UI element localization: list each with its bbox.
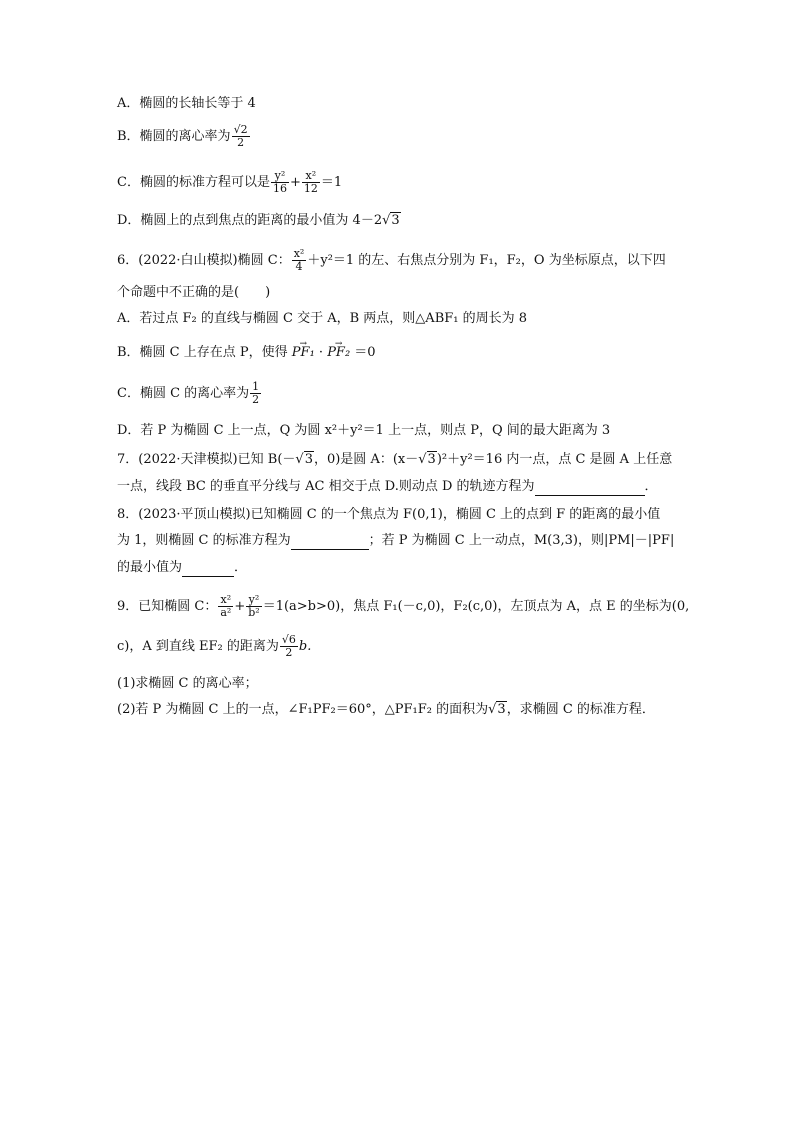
q9-stem: 9．已知椭圆 C： $\frac{\text{x²}}{\text{a²}}$ + $\frac{\text{y²}}{\text{b²}}$ ＝1(a>b>0)，焦点 F₁(－c,0)，F₂(c,0)，左顶点为 A，点 E 的坐标为(0, xyxy=(117,593,690,619)
vector-pf2: → PF₂ xyxy=(327,344,350,362)
q6-option-d: D．若 P 为椭圆 C 上一点，Q 为圆 x²＋y²＝1 上一点，则点 P，Q 间的最大距离为 3 xyxy=(117,423,611,438)
fraction: $\frac{\text{y²}}{16}$ xyxy=(272,169,287,195)
q5-option-b: B．椭圆的离心率为 $\frac{√2}{2}$ xyxy=(117,123,248,149)
q7-stem: 7．(2022·天津模拟)已知 B(－√3，0)是圆 A：(x－√3)²＋y²＝16 内一点，点 C 是圆 A 上任意 xyxy=(117,452,673,467)
fraction: $\frac{√6}{2}$ xyxy=(281,633,296,659)
sqrt-symbol: √3 xyxy=(418,452,436,467)
sqrt-symbol: √3 xyxy=(488,702,506,717)
fraction: $\frac{\text{x²}}{12}$ xyxy=(303,169,318,195)
q9-sub1: (1)求椭圆 C 的离心率； xyxy=(117,676,258,691)
q9-stem-line2: c)，A 到直线 EF₂ 的距离为 $\frac{√6}{2}$ b. xyxy=(117,633,312,659)
answer-blank[interactable] xyxy=(182,562,234,577)
sqrt-symbol: √3 xyxy=(382,213,400,228)
fraction: $\frac{\text{x²}}{\text{a²}}$ xyxy=(220,593,232,619)
fraction: $\frac{\text{x²}}{4}$ xyxy=(293,247,305,273)
answer-blank[interactable] xyxy=(535,481,645,496)
q5-option-d: D．椭圆上的点到焦点的距离的最小值为 4－2√3 xyxy=(117,213,400,228)
q7-stem-line2: 一点，线段 BC 的垂直平分线与 AC 相交于点 D.则动点 D 的轨迹方程为 ． xyxy=(117,479,658,494)
fraction: $\frac{1}{2}$ xyxy=(252,380,260,406)
q6-stem-line2: 个命题中不正确的是( ) xyxy=(117,285,271,300)
q8-stem-line3: 的最小值为 ． xyxy=(117,560,248,575)
fraction: $\frac{√2}{2}$ xyxy=(233,123,248,149)
fraction: $\frac{\text{y²}}{\text{b²}}$ xyxy=(248,593,260,619)
q8-stem-line2: 为 1，则椭圆 C 的标准方程为 ；若 P 为椭圆 C 上一动点，M(3,3)，则|PM|－|PF| xyxy=(117,533,675,548)
vector-pf1: → PF₁ xyxy=(292,344,315,362)
q5-option-c: C．椭圆的标准方程可以是 $\frac{\text{y²}}{16}$ + $\frac{\text{x²}}{12}$ ＝1 xyxy=(117,169,343,195)
q5-option-a: A．椭圆的长轴长等于 4 xyxy=(117,96,256,111)
q6-option-b: B．椭圆 C 上存在点 P，使得 → PF₁ · → PF₂ ＝0 xyxy=(117,344,376,362)
answer-blank[interactable] xyxy=(291,535,369,550)
q9-sub2: (2)若 P 为椭圆 C 上的一点，∠F₁PF₂＝60°，△PF₁F₂ 的面积为√3，求椭圆 C 的标准方程． xyxy=(117,702,655,717)
q6-option-a: A．若过点 F₂ 的直线与椭圆 C 交于 A，B 两点，则△ABF₁ 的周长为 8 xyxy=(117,311,528,326)
q6-stem: 6．(2022·白山模拟)椭圆 C： $\frac{\text{x²}}{4}$ ＋y²＝1 的左、右焦点分别为 F₁，F₂，O 为坐标原点，以下四 xyxy=(117,247,666,273)
q8-stem: 8．(2023·平顶山模拟)已知椭圆 C 的一个焦点为 F(0,1)，椭圆 C 上的点到 F 的距离的最小值 xyxy=(117,507,661,522)
sqrt-symbol: √3 xyxy=(295,452,313,467)
q6-option-c: C．椭圆 C 的离心率为 $\frac{1}{2}$ xyxy=(117,380,260,406)
